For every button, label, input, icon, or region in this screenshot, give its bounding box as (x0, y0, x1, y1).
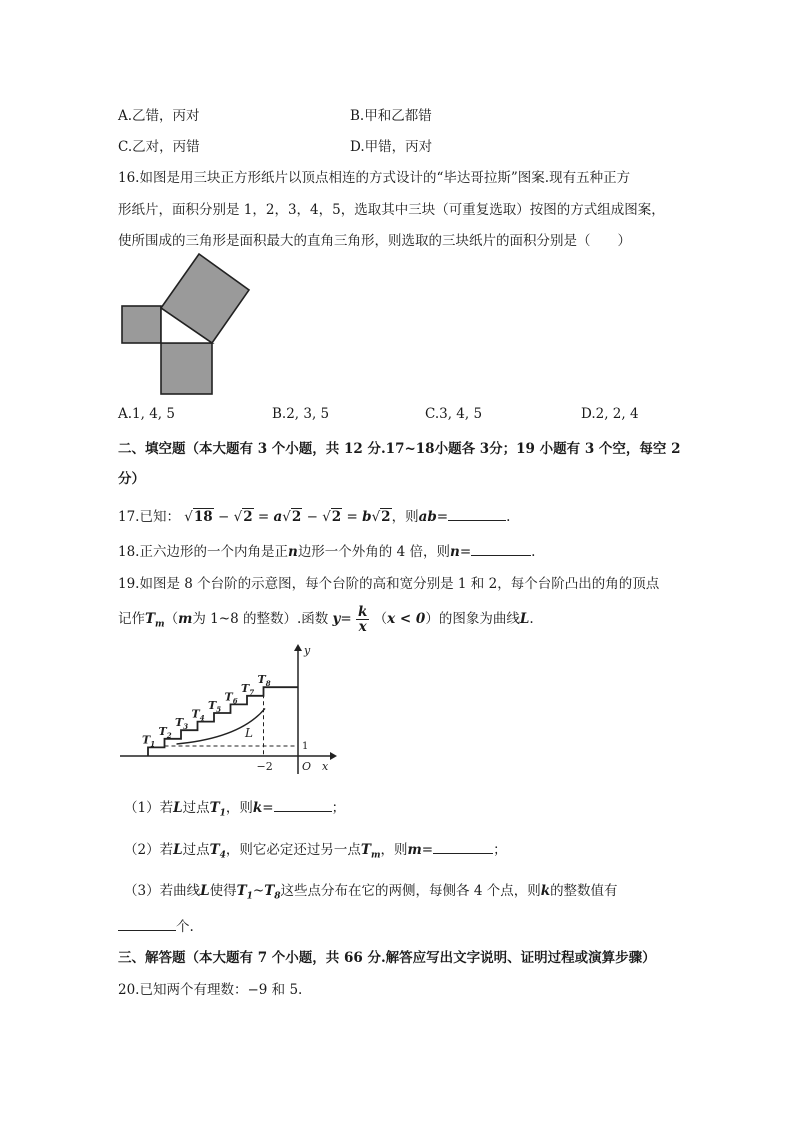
var-a: a (273, 509, 283, 525)
section-3-heading: 三、解答题（本大题有 7 个小题，共 66 分.解答应写出文字说明、证明过程或演算步骤） (118, 950, 656, 966)
q16-option-d: D.2, 2, 4 (581, 406, 639, 422)
x-axis-label: x (322, 760, 329, 773)
section-2-heading-line-2: 分） (118, 471, 145, 487)
q16-option-c: C.3, 4, 5 (425, 406, 483, 422)
step-label-t2: $T_2$ (158, 724, 172, 740)
section-2-heading-line-1: 二、填空题（本大题有 3 个小题，共 12 分.17~18小题各 3分；19 小题有 3 个空，每空 2 (118, 441, 681, 457)
sqrt-2: √2 (233, 509, 253, 525)
q20-line-1: 20.已知两个有理数：−9 和 5. (118, 982, 303, 998)
q16-line-1: 16.如图是用三块正方形纸片以顶点相连的方式设计的“毕达哥拉斯”图案.现有五种正方 (118, 170, 631, 186)
answer-blank-q19-2[interactable] (433, 852, 493, 854)
curve-label: L (245, 726, 253, 740)
step-label-t6: $T_6$ (224, 690, 238, 706)
y-axis-arrow (294, 644, 302, 651)
answer-blank-q19-3[interactable] (118, 929, 176, 931)
tick-label-1: 1 (302, 741, 309, 752)
q17-prefix: 17.已知： (118, 509, 180, 525)
fraction-k-over-x: $\frac{k}{x}$ (358, 604, 368, 635)
step-label-t5: $T_5$ (208, 699, 222, 714)
y-axis-label: y (304, 644, 311, 657)
q19-sub-3-cont: 个. (118, 915, 194, 935)
var-b: b (362, 509, 372, 525)
q16-option-a: A.1, 4, 5 (118, 406, 175, 422)
sqrt-18: √18 (184, 509, 213, 525)
q16-line-3: 使所围成的三角形是面积最大的直角三角形，则选取的三块纸片的面积分别是（ ） (118, 233, 631, 249)
q15-option-b: B.甲和乙都错 (350, 108, 432, 124)
q18: 18.正六边形的一个内角是正n边形一个外角的 4 倍，则n= . (118, 544, 536, 560)
q16-option-b: B.2, 3, 5 (272, 406, 330, 422)
q16-line-2: 形纸片，面积分别是 1，2，3，4，5，选取其中三块（可重复选取）按图的方式组成图案， (118, 202, 665, 218)
pythagoras-figure (118, 252, 253, 402)
tick-label-neg2: −2 (256, 760, 273, 773)
staircase-figure (118, 642, 338, 777)
q19-sub-1: （1）若L过点$T_1$，则k= ； (124, 800, 346, 819)
x-axis-arrow (330, 752, 337, 760)
step-label-t7: $T_7$ (241, 681, 255, 697)
q19-line-1: 19.如图是 8 个台阶的示意图，每个台阶的高和宽分别是 1 和 2，每个台阶凸出的角的顶点 (118, 576, 660, 592)
bottom-square (161, 343, 212, 394)
q15-option-c: C.乙对，丙错 (118, 139, 200, 155)
left-square (122, 306, 161, 343)
origin-label: O (302, 760, 312, 773)
answer-blank-q18[interactable] (471, 554, 531, 556)
step-label-t3: $T_3$ (175, 716, 189, 732)
step-label-t8: $T_8$ (257, 673, 271, 689)
var-ab: ab (418, 509, 437, 525)
answer-blank-q17[interactable] (448, 519, 506, 521)
q19-sub-2: （2）若L过点$T_4$，则它必定还过另一点$T_m$，则m= ； (124, 842, 507, 861)
q19-sub-3: （3）若曲线L使得$T_1\sim T_8$这些点分布在它的两侧，每侧各 4 个点，则k的整数值有 (124, 883, 618, 902)
answer-blank-q19-1[interactable] (274, 810, 332, 812)
step-label-t1: $T_1$ (142, 733, 156, 749)
step-label-t4: $T_4$ (191, 707, 205, 723)
q15-option-a: A.乙错，丙对 (118, 108, 200, 124)
q15-option-d: D.甲错，丙对 (350, 139, 433, 155)
q17: 17.已知： √18 − √2 = a√2 − √2 = b√2，则ab= . (118, 509, 511, 525)
q19-line-2: 记作$T_m(m$为 1~8 的整数）.函数 y= $\frac{k}{x}$ （x < 0）的图象为曲线L. (118, 604, 534, 635)
